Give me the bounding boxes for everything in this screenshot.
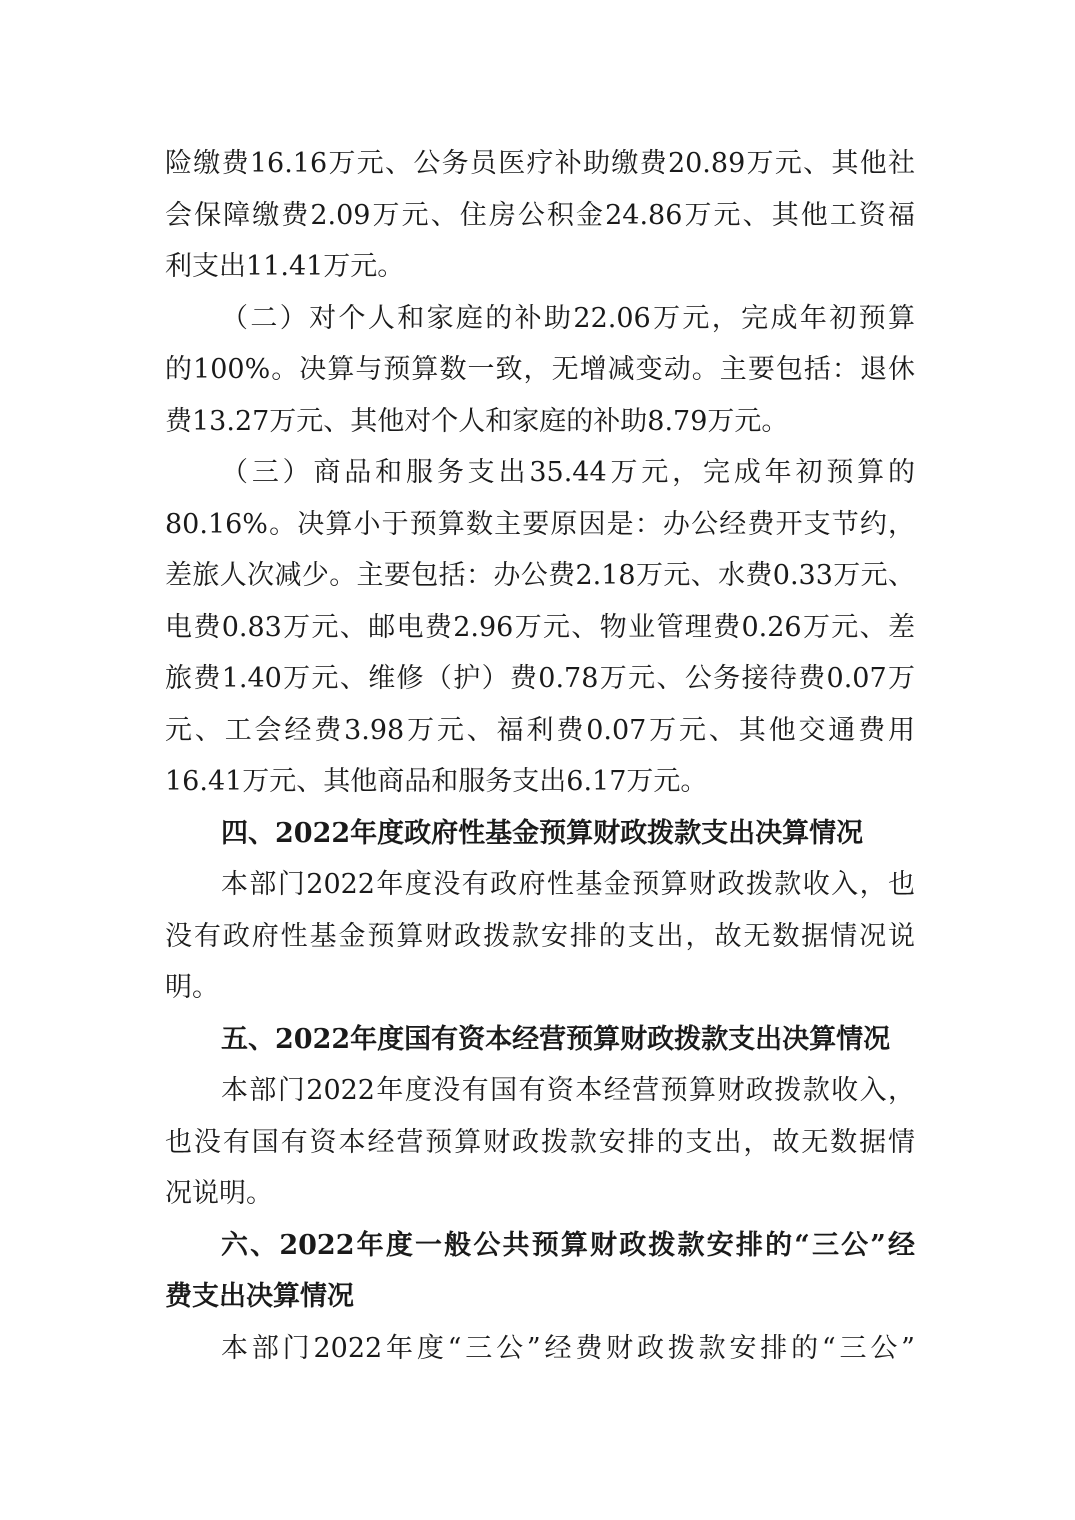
section-heading: 费支出决算情况 — [165, 1281, 354, 1312]
paragraph-line: 电费0.83万元、邮电费2.96万元、物业管理费0.26万元、差 — [165, 611, 915, 643]
section-heading: 四、2022年度政府性基金预算财政拨款支出决算情况 — [221, 817, 864, 849]
paragraph-line: 明。 — [165, 972, 219, 1003]
paragraph-line: 没有政府性基金预算财政拨款安排的支出，故无数据情况说 — [165, 920, 915, 952]
paragraph-line: 本部门2022年度没有政府性基金预算财政拨款收入，也 — [221, 869, 915, 900]
paragraph-line: 会保障缴费2.09万元、住房公积金24.86万元、其他工资福 — [165, 199, 915, 231]
paragraph-line: 16.41万元、其他商品和服务支出6.17万元。 — [165, 766, 708, 797]
paragraph-line: 本部门2022年度没有国有资本经营预算财政拨款收入， — [221, 1075, 915, 1106]
paragraph-line: 旅费1.40万元、维修（护）费0.78万元、公务接待费0.07万 — [165, 663, 915, 694]
paragraph-line: 况说明。 — [165, 1178, 273, 1209]
paragraph-line: （二）对个人和家庭的补助22.06万元，完成年初预算 — [221, 302, 915, 334]
section-heading: 五、2022年度国有资本经营预算财政拨款支出决算情况 — [221, 1023, 891, 1055]
section-heading: 六、2022年度一般公共预算财政拨款安排的“三公”经 — [221, 1229, 915, 1261]
paragraph-line: （三）商品和服务支出35.44万元，完成年初预算的 — [221, 457, 915, 488]
paragraph-line: 险缴费16.16万元、公务员医疗补助缴费20.89万元、其他社 — [165, 148, 915, 179]
paragraph-line: 本部门2022年度“三公”经费财政拨款安排的“三公” — [221, 1332, 915, 1364]
paragraph-line: 利支出11.41万元。 — [165, 251, 405, 282]
paragraph-line: 的100%。决算与预算数一致，无增减变动。主要包括：退休 — [165, 354, 915, 385]
paragraph-line: 80.16%。决算小于预算数主要原因是：办公经费开支节约， — [165, 508, 915, 540]
paragraph-line: 费13.27万元、其他对个人和家庭的补助8.79万元。 — [165, 405, 789, 437]
document-page — [165, 138, 915, 1374]
paragraph-line: 差旅人次减少。主要包括：办公费2.18万元、水费0.33万元、 — [165, 560, 915, 591]
paragraph-line: 元、工会经费3.98万元、福利费0.07万元、其他交通费用 — [165, 714, 915, 746]
paragraph-line: 也没有国有资本经营预算财政拨款安排的支出，故无数据情 — [165, 1126, 915, 1158]
